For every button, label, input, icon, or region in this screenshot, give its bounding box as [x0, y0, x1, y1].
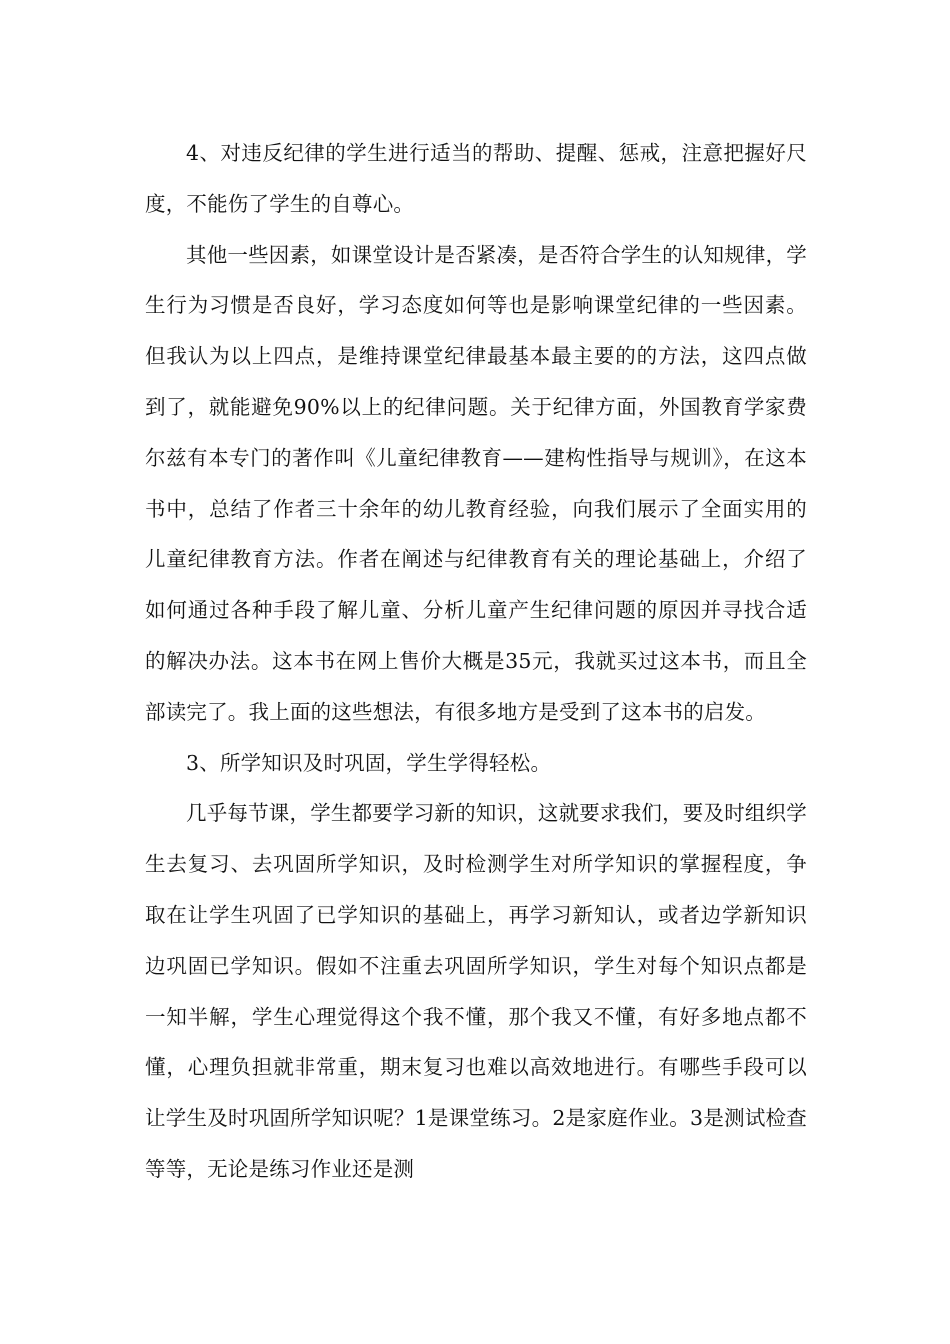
document-body — [145, 128, 807, 1195]
paragraph-section-heading-3: 3、所学知识及时巩固，学生学得轻松。 — [186, 750, 552, 775]
paragraph-other-factors: 其他一些因素，如课堂设计是否紧凑，是否符合学生的认知规律，学生行为习惯是否良好，学习态度如何等也是影响课堂纪律的一些因素。但我认为以上四点，是维持课堂纪律最基本最主要的的方法，这四点做到了，就能避免90%以上的纪律问题。关于纪律方面，外国教育学家费尔兹有本专门的著作叫《儿童纪律教育——建构性指导与规训》，在这本书中，总结了作者三十余年的幼儿教育经验，向我们展示了全面实用的儿童纪律教育方法。作者在阐述与纪律教育有关的理论基础上，介绍了如何通过各种手段了解儿童、分析儿童产生纪律问题的原因并寻找合适的解决办法。这本书在网上售价大概是35元，我就买过这本书，而且全部读完了。我上面的这些想法，有很多地方是受到了这本书的启发。 — [145, 242, 807, 724]
paragraph-consolidate-knowledge: 几乎每节课，学生都要学习新的知识，这就要求我们，要及时组织学生去复习、去巩固所学知识，及时检测学生对所学知识的掌握程度，争取在让学生巩固了已学知识的基础上，再学习新知认，或者边学新知识边巩固已学知识。假如不注重去巩固所学知识，学生对每个知识点都是一知半解，学生心理觉得这个我不懂，那个我又不懂，有好多地点都不懂，心理负担就非常重，期末复习也难以高效地进行。有哪些手段可以让学生及时巩固所学知识呢？1是课堂练习。2是家庭作业。3是测试检查等等，无论是练习作业还是测 — [145, 801, 807, 1181]
paragraph-discipline-point-4: 4、对违反纪律的学生进行适当的帮助、提醒、惩戒，注意把握好尺度，不能伤了学生的自尊心。 — [145, 141, 807, 216]
